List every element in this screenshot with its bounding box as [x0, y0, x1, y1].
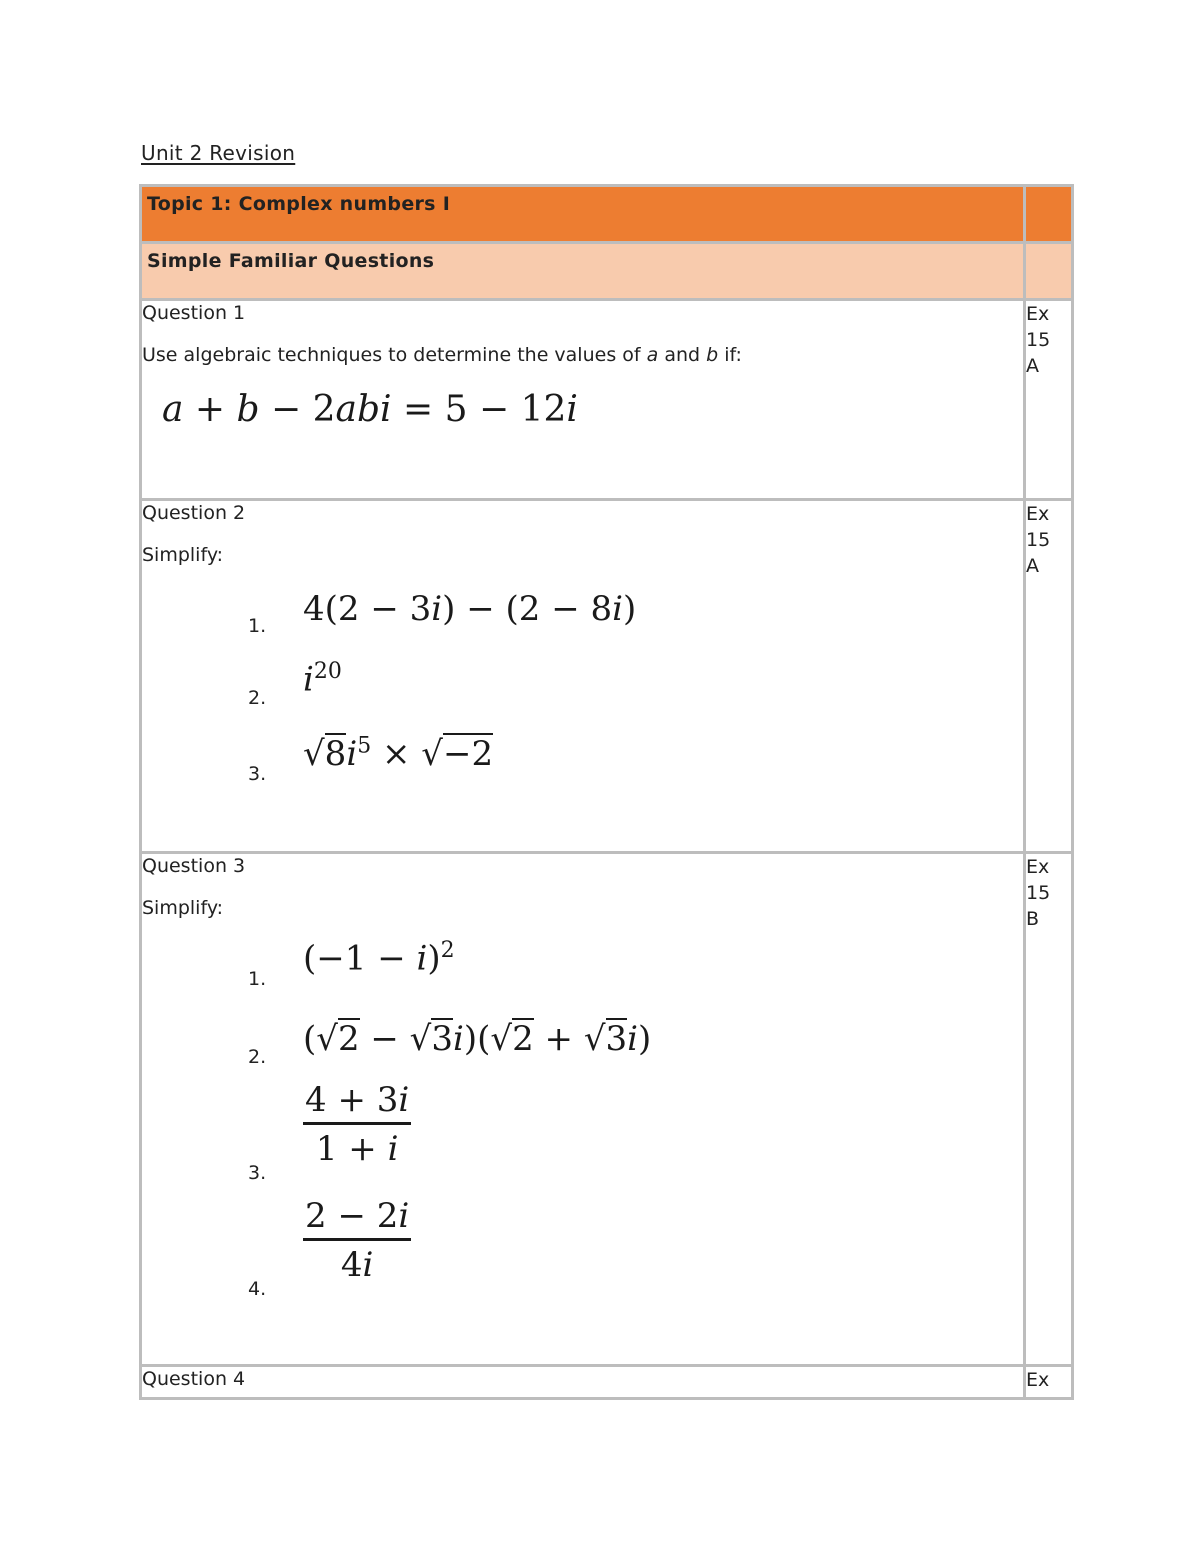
fraction-denominator: 1 + i: [315, 1129, 399, 1169]
question-2-cell: [141, 500, 1025, 853]
question-4-reference: [1025, 1366, 1073, 1399]
question-1-row: [141, 300, 1073, 500]
question-2-item-2: [142, 659, 1023, 733]
item-expression: $(-1 - i)^2$: [303, 938, 455, 979]
question-3-label: Question 3: [142, 855, 246, 877]
question-2-ref-line-2: 15: [1026, 529, 1051, 551]
subheading-empty-cell: [1025, 243, 1073, 300]
question-3-instruction: Simplify:: [142, 897, 224, 919]
question-2-item-1: [142, 585, 1023, 659]
question-1-label: Question 1: [142, 302, 246, 324]
item-number: 3.: [248, 763, 267, 785]
topic-title: Topic 1: Complex numbers I: [141, 186, 1025, 243]
question-2-reference: [1025, 500, 1073, 853]
question-4-row: [141, 1366, 1073, 1399]
question-1-cell: [141, 300, 1025, 500]
question-2-instruction: Simplify:: [142, 544, 224, 566]
question-2-ref-line-1: Ex: [1026, 503, 1050, 525]
document-title: Unit 2 Revision: [141, 141, 296, 165]
question-3-item-3: [142, 1080, 1023, 1196]
question-3-reference: [1025, 853, 1073, 1366]
question-3-item-4: [142, 1196, 1023, 1312]
question-2-label: Question 2: [142, 502, 246, 524]
revision-table: [139, 184, 1074, 1400]
topic-header-empty-cell: [1025, 186, 1073, 243]
item-number: 1.: [248, 968, 267, 990]
item-number: 2.: [248, 1046, 267, 1068]
item-expression: 4(2 − 3i) − (2 − 8i): [303, 589, 637, 629]
question-2-row: [141, 500, 1073, 853]
question-1-ref-line-1: Ex: [1026, 303, 1050, 325]
question-1-ref-line-2: 15: [1026, 329, 1051, 351]
item-expression: $√8i^5 \times √-2$: [303, 733, 494, 774]
topic-header-row: [141, 186, 1073, 243]
question-1-ref-line-3: A: [1026, 355, 1039, 377]
question-3-item-2: [142, 1016, 1023, 1080]
item-number: 2.: [248, 687, 267, 709]
question-2-item-3: [142, 733, 1023, 807]
topic-subheading: Simple Familiar Questions: [141, 243, 1025, 300]
item-number: 3.: [248, 1162, 267, 1184]
question-1-reference: [1025, 300, 1073, 500]
item-number: 4.: [248, 1278, 267, 1300]
fraction-numerator: 4 + 3i: [303, 1080, 411, 1125]
question-1-equation: a + b − 2abi = 5 − 12i: [162, 389, 578, 430]
question-3-ref-line-3: B: [1026, 908, 1040, 930]
fraction-numerator: 2 − 2i: [303, 1196, 411, 1241]
item-fraction: [303, 1080, 411, 1169]
question-4-cell: [141, 1366, 1025, 1399]
question-3-ref-line-1: Ex: [1026, 856, 1050, 878]
subheading-row: [141, 243, 1073, 300]
item-number: 1.: [248, 615, 267, 637]
question-3-cell: [141, 853, 1025, 1366]
fraction-denominator: 4i: [340, 1245, 374, 1285]
question-4-label: Question 4: [142, 1368, 246, 1390]
question-1-instruction: Use algebraic techniques to determine the values of a and b if:: [142, 344, 742, 366]
question-4-ref-line-1: Ex: [1026, 1369, 1050, 1391]
question-3-ref-line-2: 15: [1026, 882, 1051, 904]
question-2-ref-line-3: A: [1026, 555, 1039, 577]
item-fraction: [303, 1196, 411, 1285]
question-3-row: [141, 853, 1073, 1366]
question-3-item-1: [142, 938, 1023, 1016]
item-expression: (√2 − √3i)(√2 + √3i): [303, 1019, 652, 1059]
item-expression: $i^{20}$: [303, 659, 342, 700]
